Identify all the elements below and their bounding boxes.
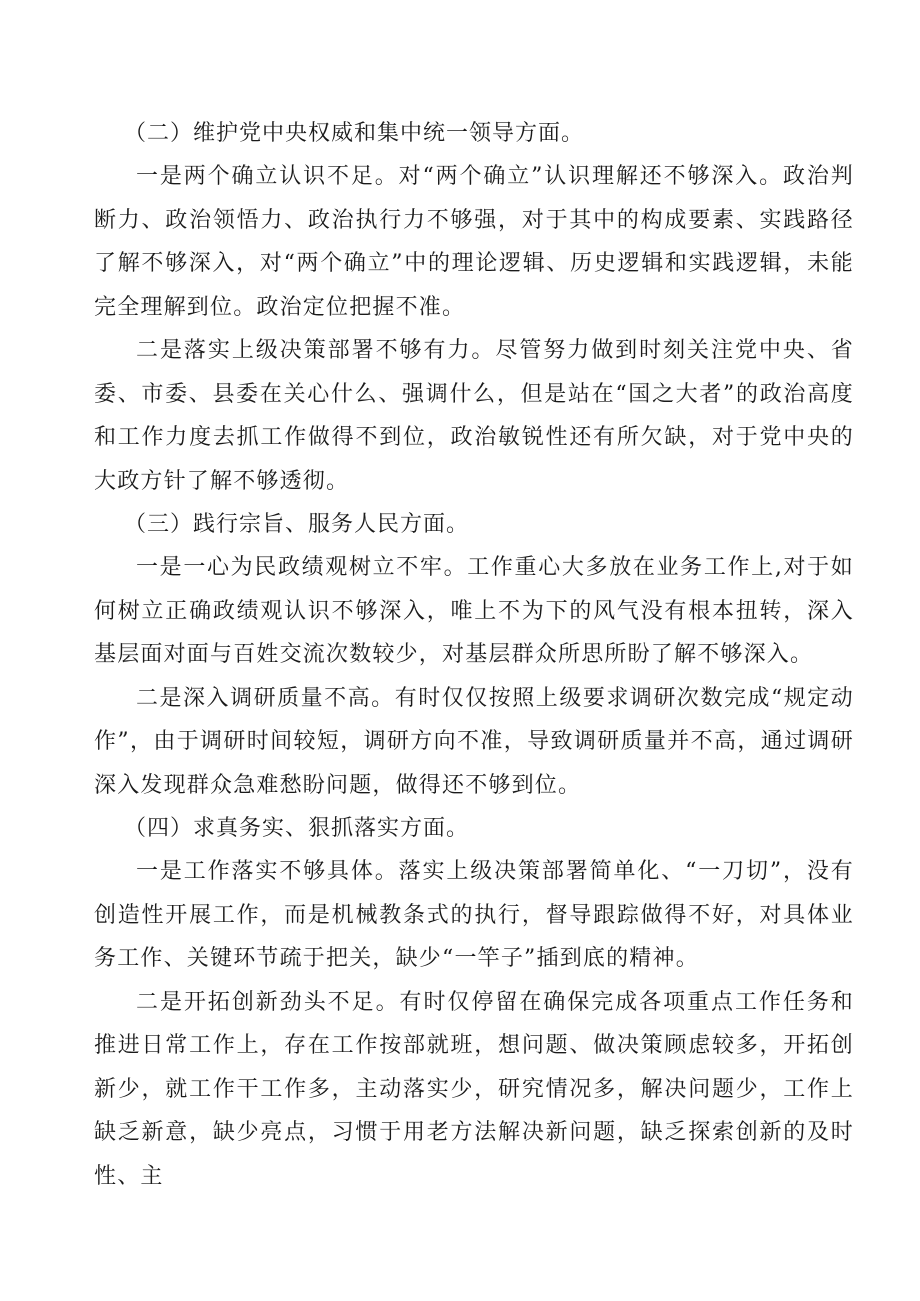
paragraph-2-1: 一是两个确立认识不足。对“两个确立”认识理解还不够深入。政治判断力、政治领悟力、政治执行力不够强，对于其中的构成要素、实践路径了解不够深入，对“两个确立”中的理论逻辑、历史逻辑和实践逻辑，未能完全理解到位。政治定位把握不准。 bbox=[94, 164, 854, 320]
section-heading-2: （二）维护党中央权威和集中统一领导方面。 bbox=[124, 121, 585, 146]
paragraph-3-2: 二是深入调研质量不高。有时仅仅按照上级要求调研次数完成“规定动作”，由于调研时间较短，调研方向不准，导致调研质量并不高，通过调研深入发现群众急难愁盼问题，做得还不够到位。 bbox=[94, 685, 854, 798]
paragraph-3-1: 一是一心为民政绩观树立不牢。工作重心大多放在业务工作上,对于如何树立正确政绩观认识不够深入，唯上不为下的风气没有根本扭转，深入基层面对面与百姓交流次数较少，对基层群众所思所盼了解不够深入。 bbox=[94, 555, 854, 667]
section-heading-4: （四）求真务实、狠抓落实方面。 bbox=[124, 816, 470, 841]
document-body bbox=[94, 112, 854, 1198]
paragraph-4-2: 二是开拓创新劲头不足。有时仅停留在确保完成各项重点工作任务和推进日常工作上，存在工作按部就班，想问题、做决策顾虑较多，开拓创新少，就工作干工作多，主动落实少，研究情况多，解决问题少，工作上缺乏新意，缺少亮点，习惯于用老方法解决新问题，缺乏探索创新的及时性、主 bbox=[94, 989, 854, 1189]
section-heading-3: （三）践行宗旨、服务人民方面。 bbox=[124, 512, 470, 537]
paragraph-4-1: 一是工作落实不够具体。落实上级决策部署简单化、“一刀切”，没有创造性开展工作，而是机械教条式的执行，督导跟踪做得不好，对具体业务工作、关键环节疏于把关，缺少“一竿子”插到底的精神。 bbox=[94, 859, 854, 971]
paragraph-2-2: 二是落实上级决策部署不够有力。尽管努力做到时刻关注党中央、省委、市委、县委在关心什么、强调什么，但是站在“国之大者”的政治高度和工作力度去抓工作做得不到位，政治敏锐性还有所欠缺，对于党中央的大政方针了解不够透彻。 bbox=[94, 338, 854, 494]
